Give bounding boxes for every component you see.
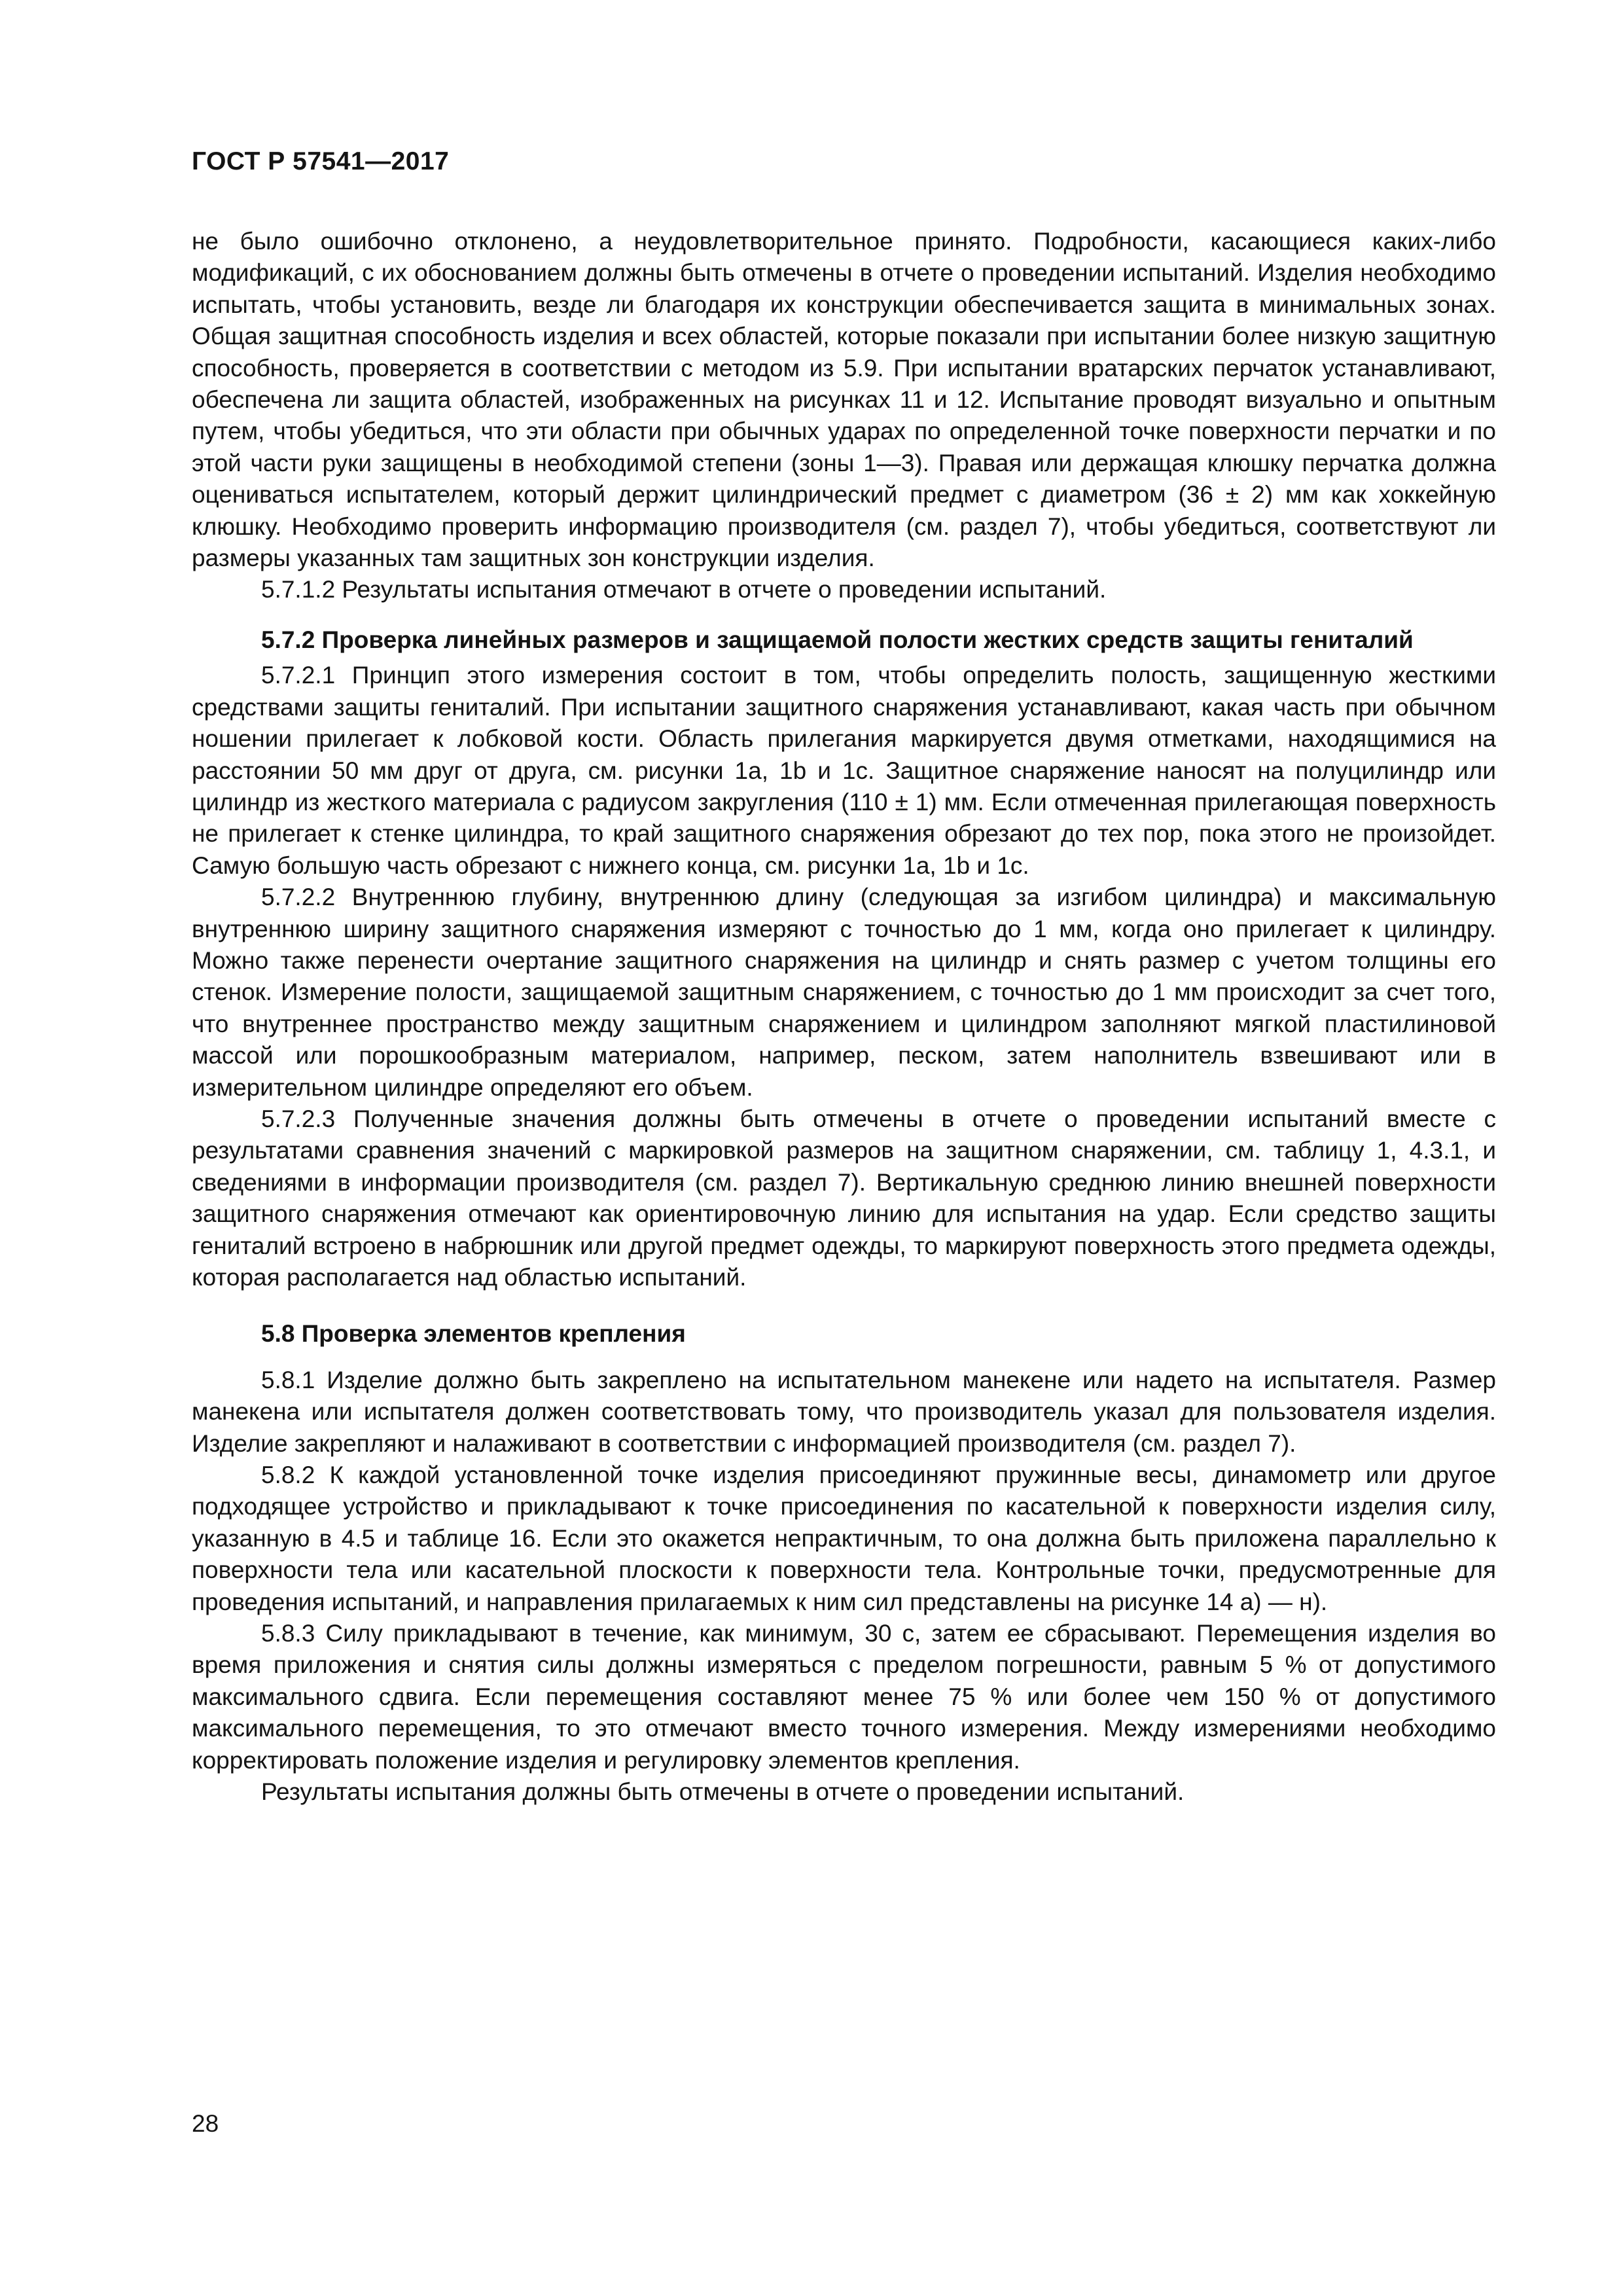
document-body — [192, 226, 1496, 1808]
paragraph-results-note: Результаты испытания должны быть отмечены в отчете о проведении испытаний. — [261, 1778, 1185, 1806]
section-heading-5-7-2: 5.7.2 Проверка линейных размеров и защищаемой полости жестких средств защиты гениталий — [261, 626, 1414, 653]
paragraph-5-8-2: 5.8.2 К каждой установленной точке изделия присоединяют пружинные весы, динамометр или другое подходящее устройство и прикладывают к точке присоединения по касательной к поверхности изделия силу, указанную в 4.5 и таблице 16. Если это окажется непрактичным, то она должна быть приложена параллельно к поверхности тела или касательной плоскости к поверхности тела. Контрольные точки, предусмотренные для проведения испытаний, и направления прилагаемых к ним сил представлены на рисунке 14 а) — н). — [192, 1462, 1496, 1615]
document-header: ГОСТ Р 57541—2017 — [192, 147, 450, 175]
paragraph-5-7-2-1: 5.7.2.1 Принцип этого измерения состоит в том, чтобы определить полость, защищенную жесткими средствами защиты гениталий. При испытании защитного снаряжения устанавливают, какая часть при обычном ношении прилегает к лобковой кости. Область прилегания маркируется двумя отметками, находящимися на расстоянии 50 мм друг от друга, см. рисунки 1a, 1b и 1c. Защитное снаряжение наносят на полуцилиндр или цилиндр из жесткого материала с радиусом закругления (110 ± 1) мм. Если отмеченная прилегающая поверхность не прилегает к стенке цилиндра, то край защитного снаряжения обрезают до тех пор, пока этого не произойдет. Самую большую часть обрезают с нижнего конца, см. рисунки 1a, 1b и 1c. — [192, 662, 1496, 879]
paragraph-5-7-2-3: 5.7.2.3 Полученные значения должны быть отмечены в отчете о проведении испытаний вместе с результатами сравнения значений с маркировкой размеров на защитном снаряжении, см. таблицу 1, 4.3.1, и сведениями в информации производителя (см. раздел 7). Вертикальную среднюю линию внешней поверхности защитного снаряжения отмечают как ориентировочную линию для испытания на удар. Если средство защиты гениталий встроено в набрюшник или другой предмет одежды, то маркируют поверхность этого предмета одежды, которая располагается над областью испытаний. — [192, 1105, 1496, 1291]
section-heading-5-8: 5.8 Проверка элементов крепления — [261, 1320, 686, 1348]
paragraph-continuation: не было ошибочно отклонено, а неудовлетворительное принято. Подробности, касающиеся каких-либо модификаций, с их обоснованием должны быть отмечены в отчете о проведении испытаний. Изделия необходимо испытать, чтобы установить, везде ли благодаря их конструкции обеспечивается защита в минимальных зонах. Общая защитная способность изделия и всех областей, которые показали при испытании более низкую защитную способность, проверяется в соответствии с методом из 5.9. При испытании вратарских перчаток устанавливают, обеспечена ли защита областей, изображенных на рисунках 11 и 12. Испытание проводят визуально и опытным путем, чтобы убедиться, что эти области при обычных ударах по определенной точке поверхности перчатки и по этой части руки защищены в необходимой степени (зоны 1—3). Правая или держащая клюшку перчатка должна оцениваться испытателем, который держит цилиндрический предмет с диаметром (36 ± 2) мм как хоккейную клюшку. Необходимо проверить информацию производителя (см. раздел 7), чтобы убедиться, соответствуют ли размеры указанных там защитных зон конструкции изделия. — [192, 228, 1496, 572]
paragraph-5-8-1: 5.8.1 Изделие должно быть закреплено на испытательном манекене или надето на испытателя. Размер манекена или испытателя должен соответствовать тому, что производитель указал для пользователя изделия. Изделие закрепляют и налаживают в соответствии с информацией производителя (см. раздел 7). — [192, 1366, 1496, 1457]
paragraph-5-7-1-2: 5.7.1.2 Результаты испытания отмечают в отчете о проведении испытаний. — [261, 576, 1107, 603]
paragraph-5-7-2-2: 5.7.2.2 Внутреннюю глубину, внутреннюю длину (следующая за изгибом цилиндра) и максимальную внутреннюю ширину защитного снаряжения измеряют с точностью до 1 мм, когда оно прилегает к цилиндру. Можно также перенести очертание защитного снаряжения на цилиндр и снять размер с учетом толщины его стенок. Измерение полости, защищаемой защитным снаряжением, с точностью до 1 мм происходит за счет того, что внутреннее пространство между защитным снаряжением и цилиндром заполняют мягкой пластилиновой массой или порошкообразным материалом, например, песком, затем наполнитель взвешивают или в измерительном цилиндре определяют его объем. — [192, 884, 1496, 1101]
paragraph-5-8-3: 5.8.3 Силу прикладывают в течение, как минимум, 30 с, затем ее сбрасывают. Перемещения изделия во время приложения и снятия силы должны измеряться с пределом погрешности, равным 5 % от допустимого максимального сдвига. Если перемещения составляют менее 75 % или более чем 150 % от допустимого максимального перемещения, то это отмечают вместо точного измерения. Между измерениями необходимо корректировать положение изделия и регулировку элементов крепления. — [192, 1620, 1496, 1774]
page-number: 28 — [192, 2110, 219, 2137]
